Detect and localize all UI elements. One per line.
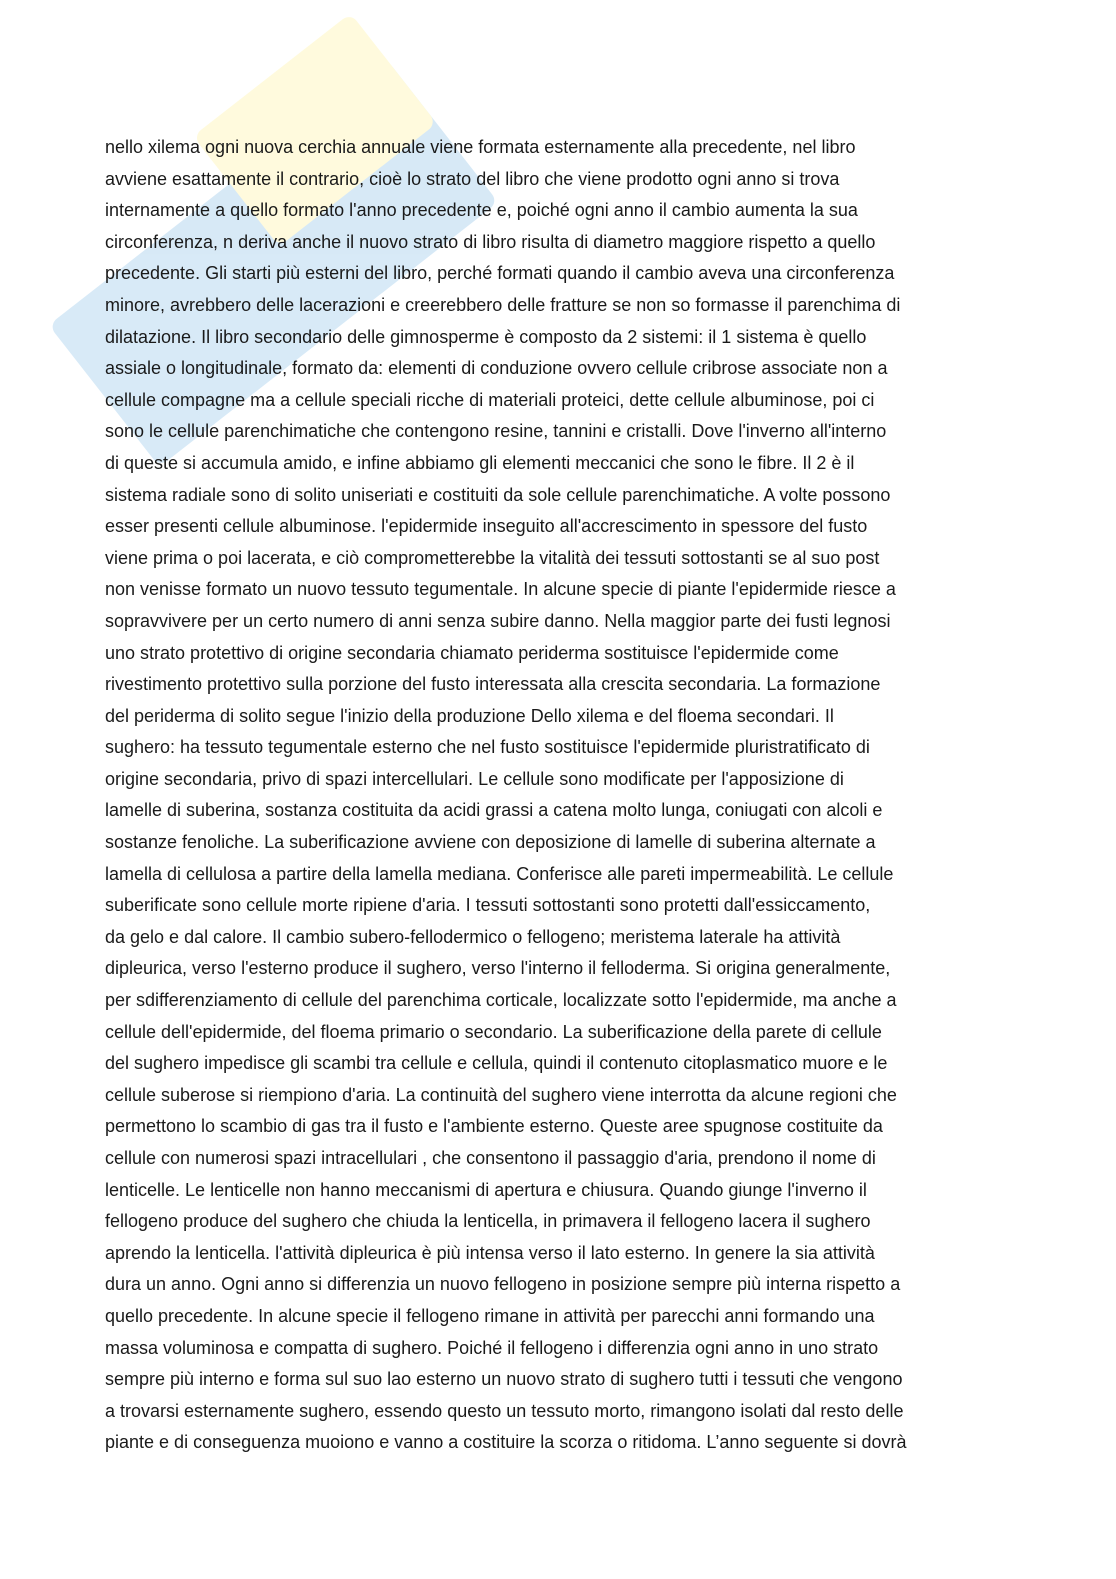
text-line: cellule dell'epidermide, del floema primario o secondario. La suberificazione della parete di cellule — [105, 1021, 882, 1042]
text-line: precedente. Gli starti più esterni del libro, perché formati quando il cambio aveva una circonferenza — [105, 263, 895, 284]
text-line: massa voluminosa e compatta di sughero. Poiché il fellogeno i differenzia ogni anno in uno strato — [105, 1337, 879, 1358]
text-line: rivestimento protettivo sulla porzione del fusto interessata alla crescita secondaria. La formazione — [105, 674, 881, 695]
text-line: del periderma di solito segue l'inizio della produzione Dello xilema e del floema secondari. Il — [105, 705, 834, 726]
text-line: aprendo la lenticella. l'attività dipleurica è più intensa verso il lato esterno. In genere la sia attività — [105, 1242, 875, 1263]
text-line: sopravvivere per un certo numero di anni senza subire danno. Nella maggior parte dei fusti legnosi — [105, 610, 891, 631]
text-line: uno strato protettivo di origine secondaria chiamato periderma sostituisce l'epidermide come — [105, 642, 839, 663]
text-line: dura un anno. Ogni anno si differenzia un nuovo fellogeno in posizione sempre più interna rispetto a — [105, 1274, 901, 1295]
text-line: viene prima o poi lacerata, e ciò comprometterebbe la vitalità dei tessuti sottostanti se al suo post — [105, 547, 880, 568]
text-line: dipleurica, verso l'esterno produce il sughero, verso l'interno il felloderma. Si origina generalmente, — [105, 958, 891, 979]
text-line: piante e di conseguenza muoiono e vanno a costituire la scorza o ritidoma. L’anno seguente si dovrà — [105, 1432, 907, 1453]
text-line: internamente a quello formato l'anno precedente e, poiché ogni anno il cambio aumenta la sua — [105, 200, 858, 221]
text-line: circonferenza, n deriva anche il nuovo strato di libro risulta di diametro maggiore rispetto a quello — [105, 231, 876, 252]
text-line: sempre più interno e forma sul suo lao esterno un nuovo strato di sughero tutti i tessuti che vengono — [105, 1369, 903, 1390]
text-line: fellogeno produce del sughero che chiuda la lenticella, in primavera il fellogeno lacera il sughero — [105, 1211, 871, 1232]
text-line: da gelo e dal calore. Il cambio subero-fellodermico o fellogeno; meristema laterale ha attività — [105, 926, 841, 947]
text-line: di queste si accumula amido, e infine abbiamo gli elementi meccanici che sono le fibre. Il 2 è il — [105, 452, 855, 473]
text-line: cellule suberose si riempiono d'aria. La continuità del sughero viene interrotta da alcune regioni che — [105, 1084, 897, 1105]
text-line: origine secondaria, privo di spazi intercellulari. Le cellule sono modificate per l'apposizione di — [105, 768, 844, 789]
text-line: minore, avrebbero delle lacerazioni e creerebbero delle fratture se non so formasse il parenchima di — [105, 294, 901, 315]
text-line: permettono lo scambio di gas tra il fusto e l'ambiente esterno. Queste aree spugnose costituite da — [105, 1116, 883, 1137]
text-line: avviene esattamente il contrario, cioè lo strato del libro che viene prodotto ogni anno si trova — [105, 168, 840, 189]
text-line: suberificate sono cellule morte ripiene d'aria. I tessuti sottostanti sono protetti dall'essiccamento, — [105, 895, 871, 916]
text-line: sistema radiale sono di solito uniseriati e costituiti da sole cellule parenchimatiche. A volte possono — [105, 484, 891, 505]
text-line: dilatazione. Il libro secondario delle gimnosperme è composto da 2 sistemi: il 1 sistema è quello — [105, 326, 867, 347]
text-line: lamelle di suberina, sostanza costituita da acidi grassi a catena molto lunga, coniugati con alcoli e — [105, 800, 883, 821]
text-line: esser presenti cellule albuminose. l'epidermide inseguito all'accrescimento in spessore del fusto — [105, 516, 868, 537]
text-line: sughero: ha tessuto tegumentale esterno che nel fusto sostituisce l'epidermide pluristratificato di — [105, 737, 870, 758]
text-line: per sdifferenziamento di cellule del parenchima corticale, localizzate sotto l'epidermide, ma anche a — [105, 990, 897, 1011]
text-line: cellule compagne ma a cellule speciali ricche di materiali proteici, dette cellule albuminose, poi ci — [105, 389, 875, 410]
text-line: cellule con numerosi spazi intracellulari , che consentono il passaggio d'aria, prendono il nome di — [105, 1148, 876, 1168]
text-line: a trovarsi esternamente sughero, essendo questo un tessuto morto, rimangono isolati dal resto delle — [105, 1400, 904, 1421]
text-line: lenticelle. Le lenticelle non hanno meccanismi di apertura e chiusura. Quando giunge l'inverno il — [105, 1179, 867, 1200]
text-line: lamella di cellulosa a partire della lamella mediana. Conferisce alle pareti impermeabilità. Le cellule — [105, 863, 894, 884]
text-line: sono le cellule parenchimatiche che contengono resine, tannini e cristalli. Dove l'inverno all'interno — [105, 421, 887, 442]
text-line: sostanze fenoliche. La suberificazione avviene con deposizione di lamelle di suberina alternate a — [105, 832, 876, 853]
text-line: non venisse formato un nuovo tessuto tegumentale. In alcune specie di piante l'epidermide riesce a — [105, 579, 896, 600]
text-line: assiale o longitudinale, formato da: elementi di conduzione ovvero cellule cribrose associate non a — [105, 358, 888, 379]
text-line: del sughero impedisce gli scambi tra cellule e cellula, quindi il contenuto citoplasmatico muore e le — [105, 1053, 888, 1074]
text-line: nello xilema ogni nuova cerchia annuale viene formata esternamente alla precedente, nel libro — [105, 137, 856, 157]
document-body — [105, 132, 1010, 1459]
text-line: quello precedente. In alcune specie il fellogeno rimane in attività per parecchi anni formando una — [105, 1305, 875, 1326]
